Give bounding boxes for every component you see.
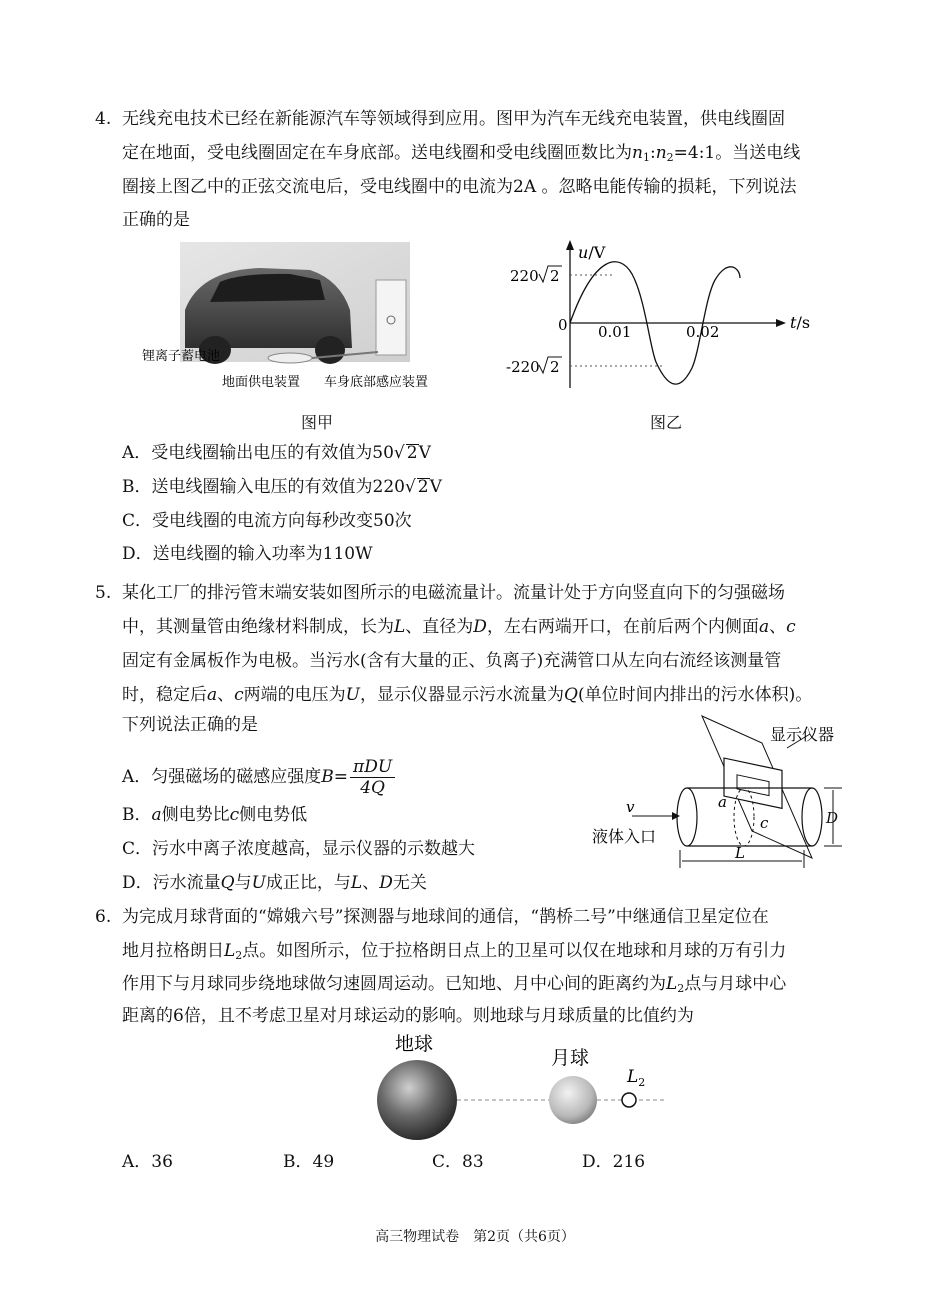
q6-option-d[interactable]: D．216 [582,1152,646,1172]
label-l2: $L_2$ [627,1067,646,1089]
y-top-root-val: 2 [550,267,560,285]
u-axis-arrow [566,240,574,250]
label-c: c [760,814,769,832]
t-axis-arrow [776,319,786,327]
label-battery: 锂离子蓄电池 [142,349,221,364]
pipe-inlet [677,788,697,846]
q5-line2: 中，其测量管由绝缘材料制成，长为L、直径为D，左右两端开口，在前后两个内侧面a、c [122,617,796,637]
q5-option-a[interactable]: A．匀强磁场的磁感应强度B= $\frac{\text{πDU}}{4Q}$ [122,752,397,802]
fig-yi-caption: 图乙 [650,413,683,432]
q4-number: 4. [95,109,112,129]
q5-line3: 固定有金属板作为电极。当污水(含有大量的正、负离子)充满管口从左向右流经该测量管 [122,651,782,671]
fig-jia-caption: 图甲 [301,413,334,432]
label-body-device: 车身底部感应装置 [324,375,429,390]
page-footer: 高三物理试卷 第2页（共6页） [375,1229,575,1245]
tick-002: 0.02 [686,323,720,341]
label-a: a [718,793,727,811]
charging-station [376,280,406,355]
q6-option-a[interactable]: A．36 [122,1152,173,1172]
l2-satellite-icon [622,1093,636,1107]
ground-pad [268,353,312,363]
q6-earth-moon-figure [365,1030,675,1145]
q5-line1: 某化工厂的排污管末端安装如图所示的电磁流量计。流量计处于方向竖直向下的匀强磁场 [122,583,785,603]
label-L: L [735,844,745,862]
q5-option-b[interactable]: B．a侧电势比c侧电势低 [122,805,308,825]
y-bottom-coef: -220 [506,358,540,376]
earth-icon [377,1060,457,1140]
q6-line1: 为完成月球背面的“嫦娥六号”探测器与地球间的通信，“鹊桥二号”中继通信卫星定位在 [122,907,769,927]
q4-sine-graph [500,238,820,398]
y-top-coef: 220 [510,267,539,285]
q4-option-a[interactable]: A．受电线圈输出电压的有效值为50√ 2V [122,443,431,463]
display-box [724,758,782,808]
q6-option-c[interactable]: C．83 [432,1152,484,1172]
label-ground-device: 地面供电装置 [222,375,301,390]
q4-line4: 正确的是 [122,210,190,230]
origin-label: 0 [558,316,568,334]
pipe-outlet [802,788,822,846]
label-earth: 地球 [395,1033,434,1055]
q6-option-b[interactable]: B．49 [283,1152,335,1172]
q5-line5: 下列说法正确的是 [122,715,258,735]
q6-line2: 地月拉格朗日$L_2$点。如图所示，位于拉格朗日点上的卫星可以仅在地球和月球的万有引力 [122,941,787,962]
moon-icon [549,1076,597,1124]
label-display: 显示仪器 [770,725,835,744]
q4-line1: 无线充电技术已经在新能源汽车等领域得到应用。图甲为汽车无线充电装置，供电线圈固 [122,109,785,129]
label-moon: 月球 [551,1047,590,1069]
car-wheel-rear [315,336,345,364]
t-axis-label: t/s [790,313,811,332]
q4-option-b[interactable]: B．送电线圈输入电压的有效值为220√ 2V [122,477,442,497]
tick-001: 0.01 [598,323,632,341]
q5-line4: 时，稳定后a、c两端的电压为U，显示仪器显示污水流量为Q(单位时间内排出的污水体积)。 [122,685,813,705]
q5-flowmeter-figure [592,708,857,878]
q6-line4: 距离的6倍，且不考虑卫星对月球运动的影响。则地球与月球质量的比值约为 [122,1006,694,1026]
q4-line3: 圈接上图乙中的正弦交流电后，受电线圈中的电流为2A 。忽略电能传输的损耗，下列说法 [122,177,797,197]
q4-option-d[interactable]: D．送电线圈的输入功率为110W [122,544,373,564]
u-axis-label: u/V [578,243,606,262]
q5-a-fraction: $\frac{\text{πDU}}{4Q}$ [350,757,395,798]
q5-number: 5. [95,583,112,603]
q4-option-c[interactable]: C．受电线圈的电流方向每秒改变50次 [122,511,412,531]
q4-line2: 定在地面，受电线圈固定在车身底部。送电线圈和受电线圈匝数比为$n_1:n_2=4:1$。当送电线 [122,143,801,164]
q5-option-c[interactable]: C．污水中离子浓度越高，显示仪器的示数越大 [122,839,476,859]
label-D: D [826,809,839,827]
label-v: v [626,798,635,816]
q4-car-figure [140,240,440,395]
y-bottom-root-val: 2 [550,358,560,376]
q5-option-d[interactable]: D．污水流量Q与U成正比，与L、D无关 [122,873,427,893]
q6-number: 6. [95,907,112,927]
label-inlet: 液体入口 [592,827,657,846]
q6-line3: 作用下与月球同步绕地球做匀速圆周运动。已知地、月中心间的距离约为$L_2$点与月球中心 [122,974,787,995]
